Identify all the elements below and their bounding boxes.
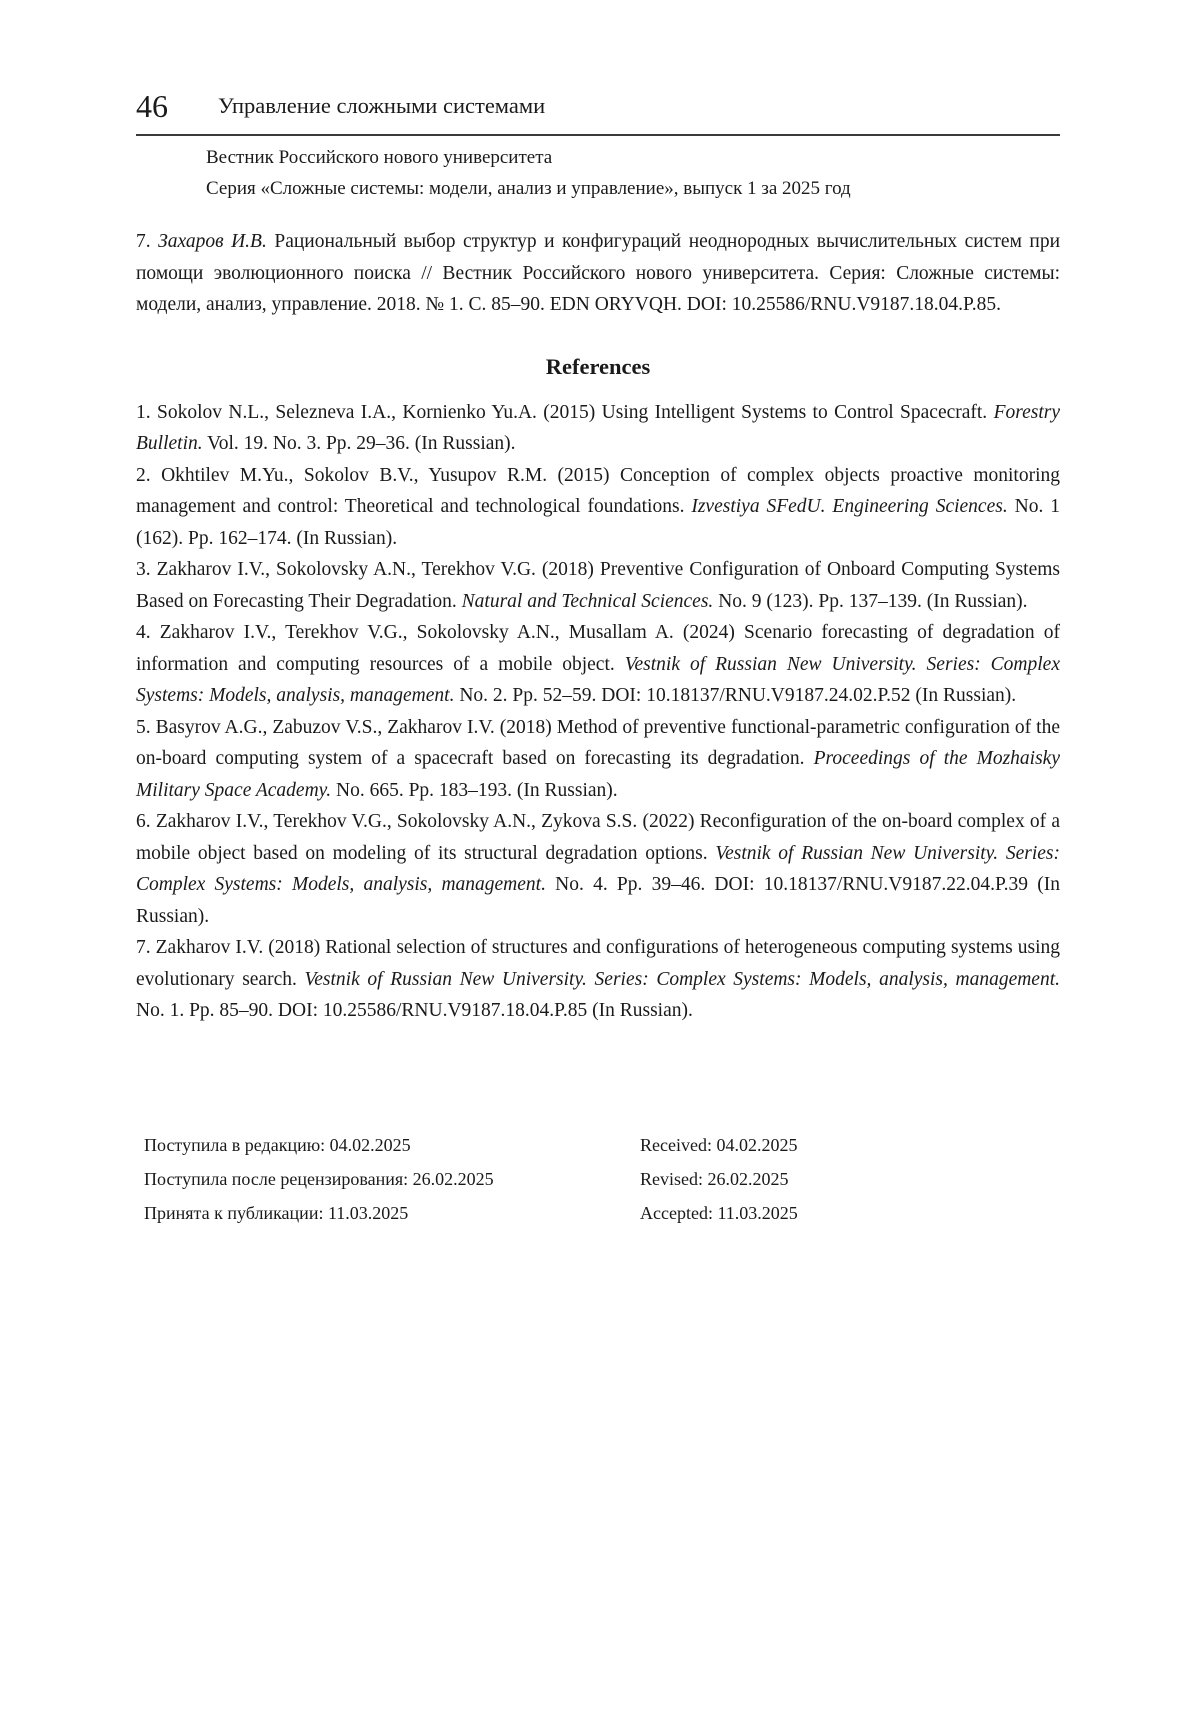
reference-main-text: 3. Zakharov I.V., Sokolovsky A.N., Terekhov V.G. (2018) Preventive Configuration of Onboard Computing Systems Based on Forecasting Their Degradation. xyxy=(136,559,1060,612)
reference-text: Рациональный выбор структур и конфигураций неоднородных вычислительных систем при помощи эволюционного поиска // Вестник Российского нового университета. Серия: Сложные системы: модели, анализ, управление. 2018. № 1. С. 85–90. EDN ORYVQH. DOI: 10.25586/RNU.V9187.18.04.P.85. xyxy=(136,231,1061,315)
reference-source: Vestnik of Russian New University. Series: Complex Systems: Models, analysis, management. xyxy=(136,653,1060,706)
page-number: 46 xyxy=(136,88,168,124)
reference-main-text: 1. Sokolov N.L., Selezneva I.A., Kornienko Yu.A. (2015) Using Intelligent Systems to Control Spacecraft. xyxy=(136,401,994,423)
reference-main-text: 4. Zakharov I.V., Terekhov V.G., Sokolovsky A.N., Musallam A. (2024) Scenario forecasting of degradation of information and computing resources of a mobile object. xyxy=(136,622,1060,675)
references-list xyxy=(136,397,1060,1027)
reference-item xyxy=(136,397,1060,460)
reference-details: Vol. 19. No. 3. Pp. 29–36. (In Russian). xyxy=(202,433,516,454)
reference-source: Proceedings of the Mozhaisky Military Space Academy. xyxy=(136,748,1060,801)
date-revised-en: Revised: 26.02.2025 xyxy=(640,1169,789,1189)
reference-details: No. 1 (162). Pp. 162–174. (In Russian). xyxy=(136,496,1060,549)
journal-info xyxy=(206,142,851,204)
date-accepted-en: Accepted: 11.03.2025 xyxy=(640,1203,798,1223)
reference-source: Izvestiya SFedU. Engineering Sciences. xyxy=(691,496,1008,517)
reference-item xyxy=(136,712,1060,807)
reference-main-text: 6. Zakharov I.V., Terekhov V.G., Sokolovsky A.N., Zykova S.S. (2022) Reconfiguration of the on-board complex of a mobile object based on modeling of its structural degradation options. xyxy=(136,811,1060,864)
reference-main-text: 7. Zakharov I.V. (2018) Rational selection of structures and configurations of heterogeneous computing systems using evolutionary search. xyxy=(136,937,1060,990)
reference-main-text: 2. Okhtilev M.Yu., Sokolov B.V., Yusupov R.M. (2015) Conception of complex objects proactive monitoring management and control: Theoretical and technological foundations. xyxy=(136,464,1060,517)
dates-english xyxy=(640,1128,798,1230)
page-body xyxy=(136,226,1060,1027)
reference-item xyxy=(136,554,1060,617)
reference-number: 7. xyxy=(136,231,151,252)
dates-russian xyxy=(144,1128,494,1230)
reference-source: Forestry Bulletin. xyxy=(136,401,1060,454)
reference-source: Vestnik of Russian New University. Series: Complex Systems: Models, analysis, management. xyxy=(136,842,1060,895)
russian-reference xyxy=(136,226,1060,321)
reference-details: No. 9 (123). Pp. 137–139. (In Russian). xyxy=(713,590,1028,612)
section-title: Управление сложными системами xyxy=(218,93,546,118)
reference-item xyxy=(136,460,1060,555)
reference-author: Захаров И.В. xyxy=(158,231,267,252)
journal-series: Серия «Сложные системы: модели, анализ и управление», выпуск 1 за 2025 год xyxy=(206,178,851,199)
reference-details: No. 665. Pp. 183–193. (In Russian). xyxy=(331,779,618,801)
reference-item xyxy=(136,806,1060,932)
reference-item xyxy=(136,932,1060,1027)
date-accepted-ru: Принята к публикации: 11.03.2025 xyxy=(144,1203,409,1223)
date-revised-ru: Поступила после рецензирования: 26.02.2025 xyxy=(144,1169,494,1189)
journal-name: Вестник Российского нового университета xyxy=(206,147,553,168)
reference-details: No. 2. Pp. 52–59. DOI: 10.18137/RNU.V9187.24.02.P.52 (In Russian). xyxy=(454,685,1017,706)
reference-item xyxy=(136,617,1060,712)
reference-details: No. 4. Pp. 39–46. DOI: 10.18137/RNU.V9187.22.04.P.39 (In Russian). xyxy=(136,874,1060,927)
reference-source: Natural and Technical Sciences. xyxy=(461,590,714,612)
references-heading: References xyxy=(545,353,651,379)
reference-main-text: 5. Basyrov A.G., Zabuzov V.S., Zakharov I.V. (2018) Method of preventive functional-parametric configuration of the on-board computing system of a spacecraft based on forecasting its degradation. xyxy=(136,716,1060,769)
page-header xyxy=(136,86,1060,136)
reference-source: Vestnik of Russian New University. Series: Complex Systems: Models, analysis, management. xyxy=(304,968,1061,990)
date-received-en: Received: 04.02.2025 xyxy=(640,1135,798,1155)
date-received-ru: Поступила в редакцию: 04.02.2025 xyxy=(144,1135,411,1155)
reference-details: No. 1. Pp. 85–90. DOI: 10.25586/RNU.V9187.18.04.P.85 (In Russian). xyxy=(136,1000,693,1021)
